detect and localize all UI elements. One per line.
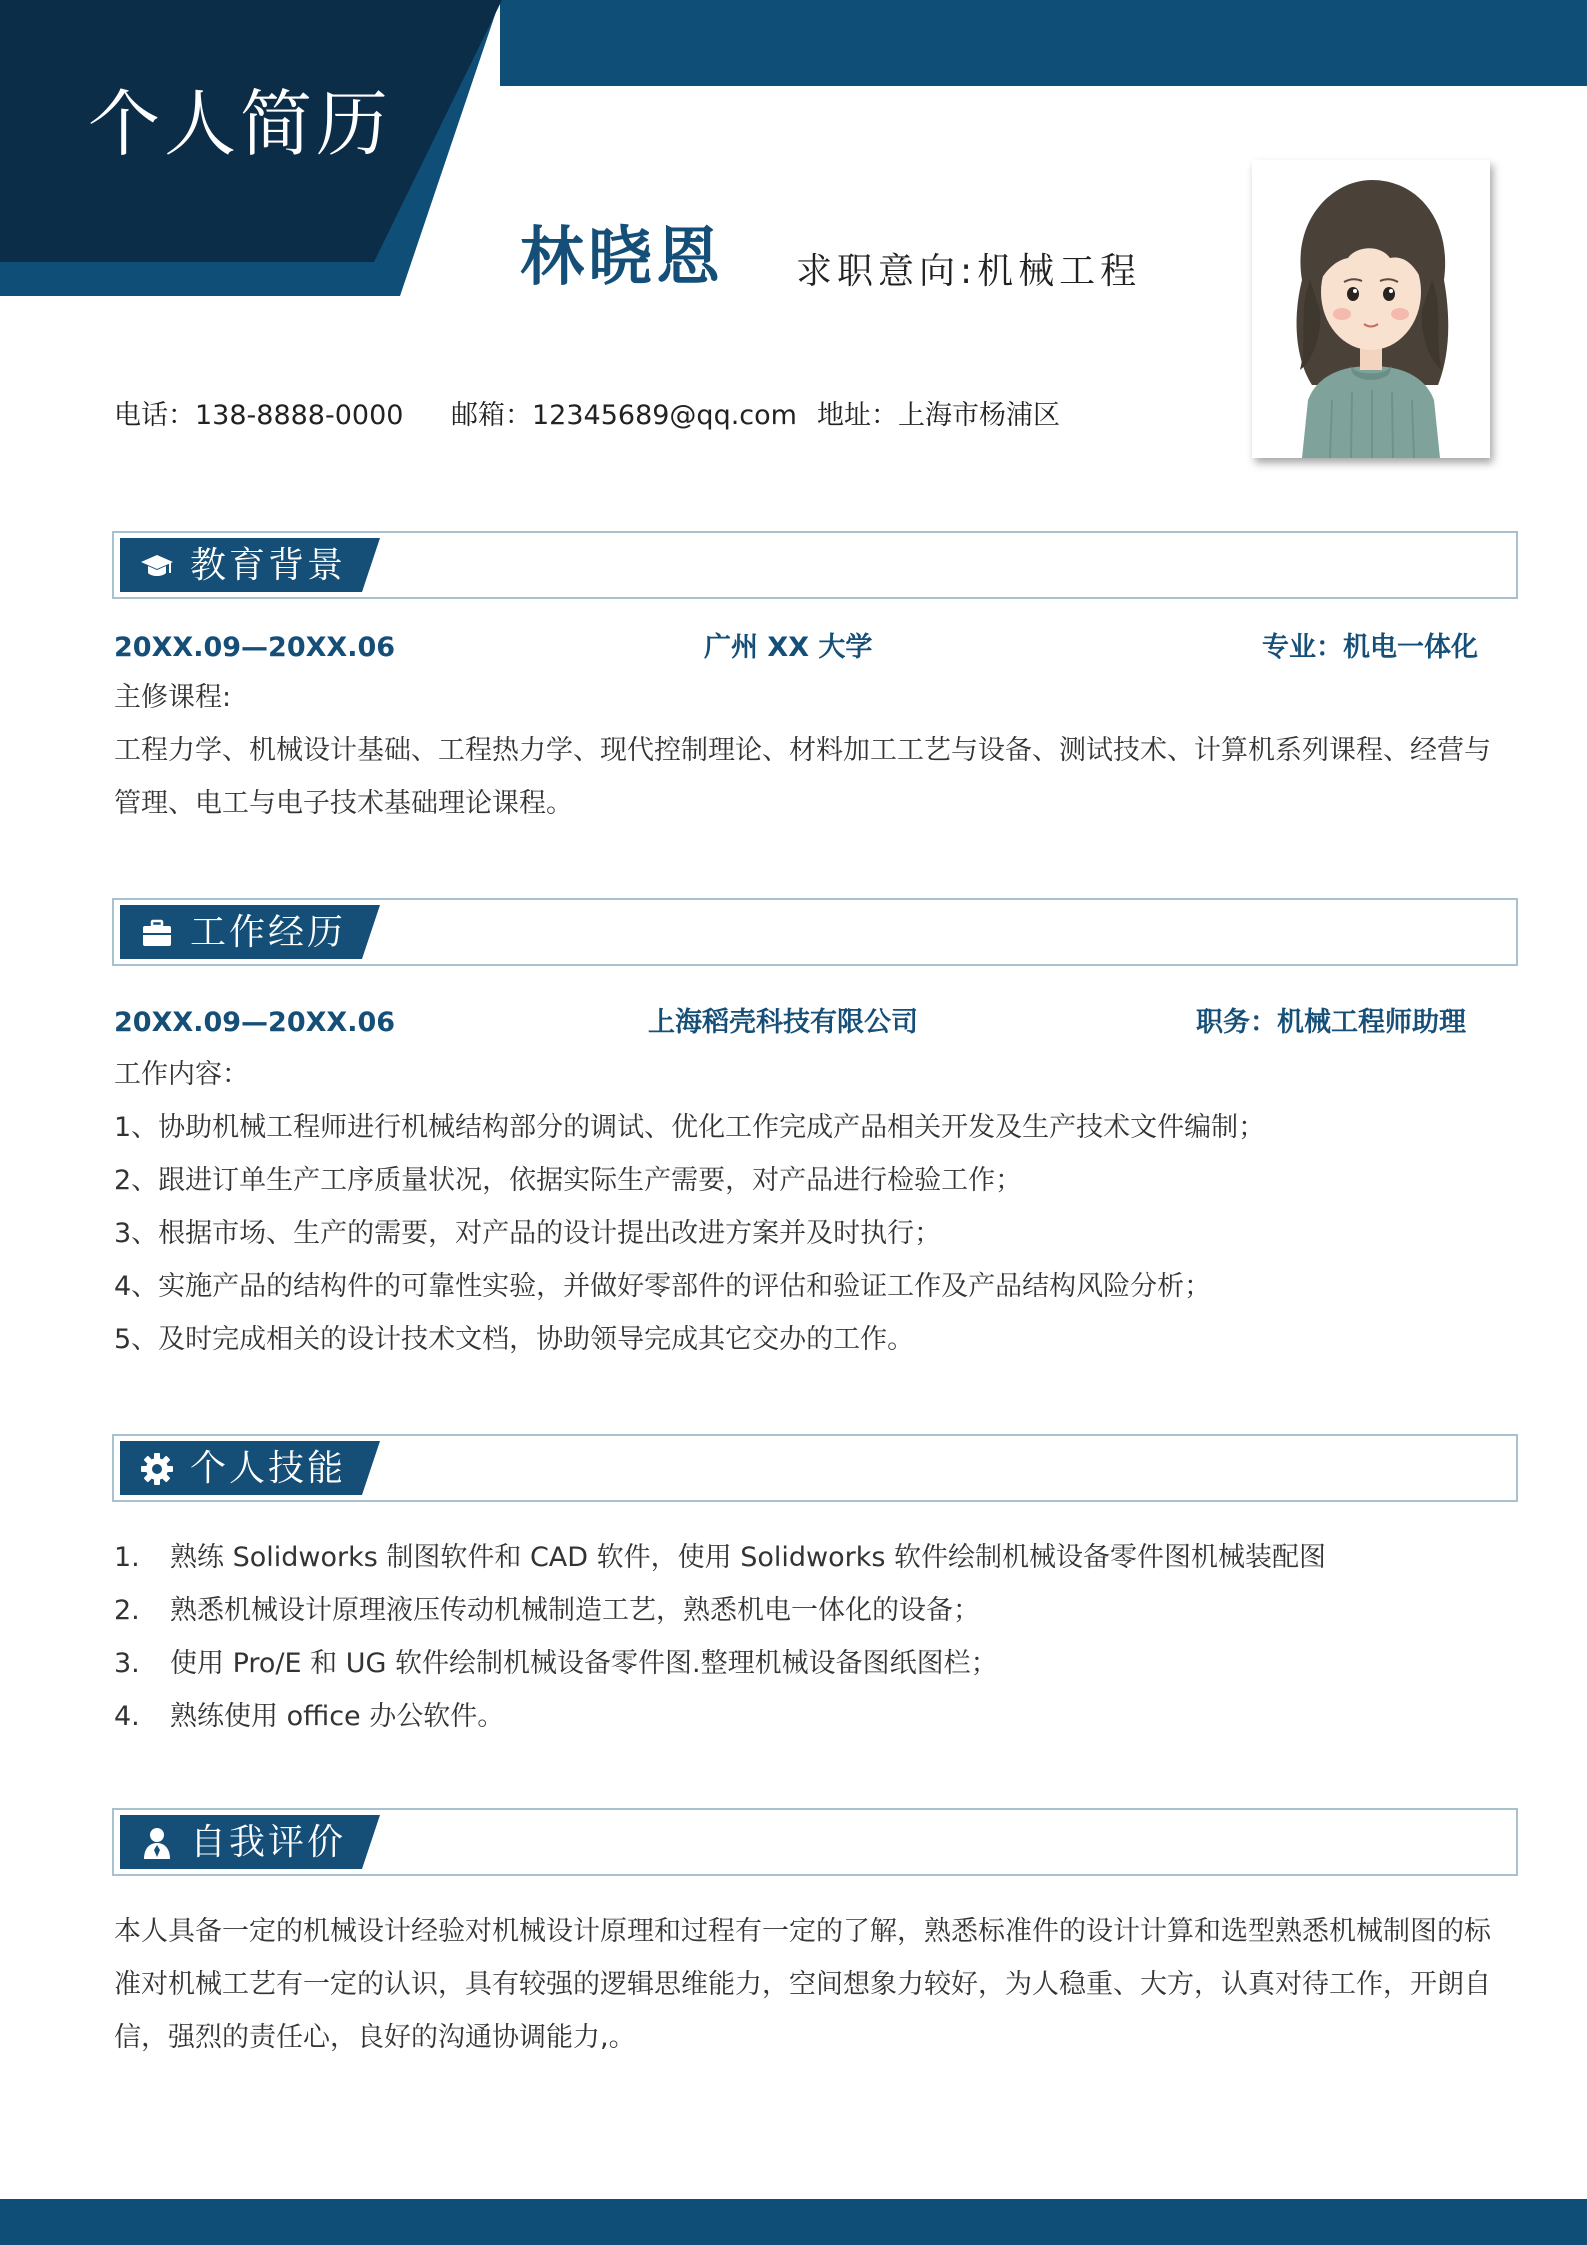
skill-text: 熟练 Solidworks 制图软件和 CAD 软件，使用 Solidworks 软件绘制机械设备零件图机械装配图 xyxy=(170,1542,1327,1573)
avatar xyxy=(1252,160,1490,458)
footer-band xyxy=(0,2199,1587,2245)
section-title: 工作经历 xyxy=(190,912,347,953)
work-item: 3、根据市场、生产的需要，对产品的设计提出改进方案并及时执行； xyxy=(114,1218,942,1249)
contact-info xyxy=(114,398,1060,434)
work-row xyxy=(114,1005,1494,1041)
page-title: 个人简历 xyxy=(88,82,393,166)
email-value: 12345689@qq.com xyxy=(532,400,797,431)
education-period: 20XX.09—20XX.06 xyxy=(114,632,396,663)
work-item: 5、及时完成相关的设计技术文档，协助领导完成其它交办的工作。 xyxy=(114,1324,915,1355)
section-header-work xyxy=(112,898,1518,966)
email xyxy=(451,398,817,434)
self-eval-paragraph: 本人具备一定的机械设计经验对机械设计原理和过程有一定的了解，熟悉标准件的设计计算和选型熟悉机械制图的标准对机械工艺有一定的认识，具有较强的逻辑思维能力，空间想象力较好，为人稳重、大方，认真对待工作，开朗自信，强烈的责任心，良好的沟通协调能力,。 xyxy=(114,1916,1491,2053)
skill-number: 1. xyxy=(114,1542,140,1573)
skill-text: 使用 Pro/E 和 UG 软件绘制机械设备零件图.整理机械设备图纸图栏； xyxy=(170,1648,998,1679)
skill-number: 3. xyxy=(114,1648,140,1679)
briefcase-icon xyxy=(140,916,174,950)
company-name: 上海稻壳科技有限公司 xyxy=(648,1007,918,1038)
skill-text: 熟悉机械设计原理液压传动机械制造工艺，熟悉机电一体化的设备； xyxy=(170,1595,980,1626)
work-item: 2、跟进订单生产工序质量状况，依据实际生产需要，对产品进行检验工作； xyxy=(114,1165,1023,1196)
address xyxy=(817,398,1060,434)
self-eval-text xyxy=(114,1905,1498,2064)
major: 专业：机电一体化 xyxy=(1262,632,1478,663)
skill-item xyxy=(114,1531,1498,1584)
work-item: 4、实施产品的结构件的可靠性实验，并做好零部件的评估和验证工作及产品结构风险分析； xyxy=(114,1271,1212,1302)
skills-list xyxy=(114,1531,1498,1743)
position: 职务：机械工程师助理 xyxy=(1196,1007,1466,1038)
skill-item xyxy=(114,1637,1498,1690)
email-label: 邮箱： xyxy=(451,400,532,431)
phone-label: 电话： xyxy=(114,400,195,431)
section-title: 自我评价 xyxy=(190,1822,347,1863)
section-header-education xyxy=(112,531,1518,599)
skill-item xyxy=(114,1584,1498,1637)
section-header-skills xyxy=(112,1434,1518,1502)
courses-text: 工程力学、机械设计基础、工程热力学、现代控制理论、材料加工工艺与设备、测试技术、计算机系列课程、经营与管理、电工与电子技术基础理论课程。 xyxy=(114,735,1491,819)
job-intent-value: 机械工程 xyxy=(977,251,1142,292)
address-value: 上海市杨浦区 xyxy=(898,400,1060,431)
job-intent-label: 求职意向: xyxy=(796,251,978,292)
skill-item xyxy=(114,1690,1498,1743)
education-row xyxy=(114,630,1494,666)
skill-number: 4. xyxy=(114,1701,140,1732)
work-content xyxy=(114,1048,1498,1366)
person-icon xyxy=(140,1826,174,1860)
work-item: 1、协助机械工程师进行机械结构部分的调试、优化工作完成产品相关开发及生产技术文件编制； xyxy=(114,1112,1266,1143)
courses-label: 主修课程: xyxy=(114,682,232,713)
job-intent xyxy=(796,251,1142,292)
section-header-self-eval xyxy=(112,1808,1518,1876)
work-content-label: 工作内容： xyxy=(114,1059,249,1090)
phone-value: 138-8888-0000 xyxy=(195,400,404,431)
gear-icon xyxy=(140,1452,174,1486)
address-label: 地址： xyxy=(817,400,898,431)
section-title: 教育背景 xyxy=(190,545,347,586)
skill-text: 熟练使用 office 办公软件。 xyxy=(170,1701,505,1732)
section-title: 个人技能 xyxy=(190,1448,347,1489)
phone xyxy=(114,398,451,434)
skill-number: 2. xyxy=(114,1595,140,1626)
graduation-cap-icon xyxy=(140,549,174,583)
profile-photo xyxy=(1252,160,1490,458)
work-period: 20XX.09—20XX.06 xyxy=(114,1007,396,1038)
candidate-name: 林晓恩 xyxy=(520,221,724,295)
school-name: 广州 XX 大学 xyxy=(704,632,873,663)
education-courses xyxy=(114,671,1498,830)
